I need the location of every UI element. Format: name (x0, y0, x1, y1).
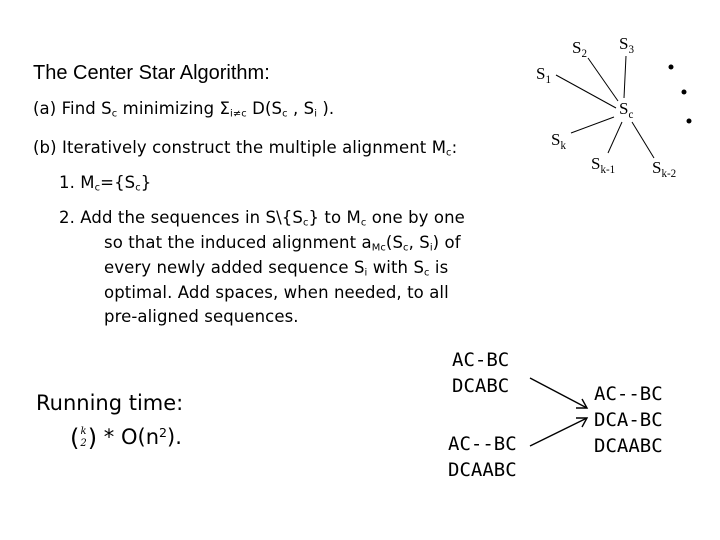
arrow-group (530, 378, 587, 446)
step-1: 1. $M_c=\{S_c\}$ (59, 173, 152, 194)
alignment-row: DCAABC (594, 435, 663, 457)
alignment-row: AC-BC (452, 349, 510, 371)
alignment-row: DCAABC (448, 459, 517, 481)
node-s1: $S_1$ (536, 64, 551, 86)
edge-sk1-sc (608, 122, 622, 153)
ellipsis-dot (669, 65, 674, 70)
node-sk-1: $S_{k-1}$ (591, 154, 616, 176)
running-time-formula: ( k 2 ) * $O(n^2)$. (70, 424, 182, 452)
ellipsis-dot (687, 119, 692, 124)
binomial-coefficient: ( k 2 ) (70, 424, 98, 452)
arrow-top (530, 378, 587, 408)
alignment-row: DCA-BC (594, 409, 663, 431)
edge-s3-sc (624, 56, 626, 98)
edge-s1-sc (556, 75, 616, 108)
step-a: (a) Find $S_c$ minimizing $\Sigma_{i\ne c}$ $D(S_c$ , $S_i$ ). (33, 99, 335, 120)
alignment-row: AC--BC (594, 383, 663, 405)
edge-sk-sc (571, 117, 614, 133)
node-sk-2: $S_{k-2}$ (652, 158, 677, 180)
node-s2: $S_2$ (572, 38, 587, 60)
ellipsis-dot (682, 90, 687, 95)
step-2-line-5: pre-aligned sequences. (104, 307, 299, 326)
step-b: (b) Iteratively construct the multiple alignment $M_c$: (33, 138, 458, 159)
step-2-line-4: optimal. Add spaces, when needed, to all (104, 283, 449, 302)
arrow-bottom (530, 418, 587, 446)
edge-sk2-sc (632, 122, 654, 158)
slide-title: The Center Star Algorithm: (33, 62, 270, 84)
node-s3: $S_3$ (619, 34, 634, 56)
step-2-line-2: so that the induced alignment $a_{Mc}(S_c$, $S_i$) of (104, 233, 461, 254)
alignment-row: AC--BC (448, 433, 517, 455)
alignment-row: DCABC (452, 375, 510, 397)
node-sc: $S_c$ (619, 99, 634, 121)
step-2-line-1: 2. Add the sequences in $S\backslash\{S_c\}$ to $M_c$ one by one (59, 208, 465, 229)
node-sk: $S_k$ (551, 130, 566, 152)
step-2-line-3: every newly added sequence $S_i$ with $S_c$ is (104, 258, 449, 279)
running-time-label: Running time: (36, 391, 184, 415)
